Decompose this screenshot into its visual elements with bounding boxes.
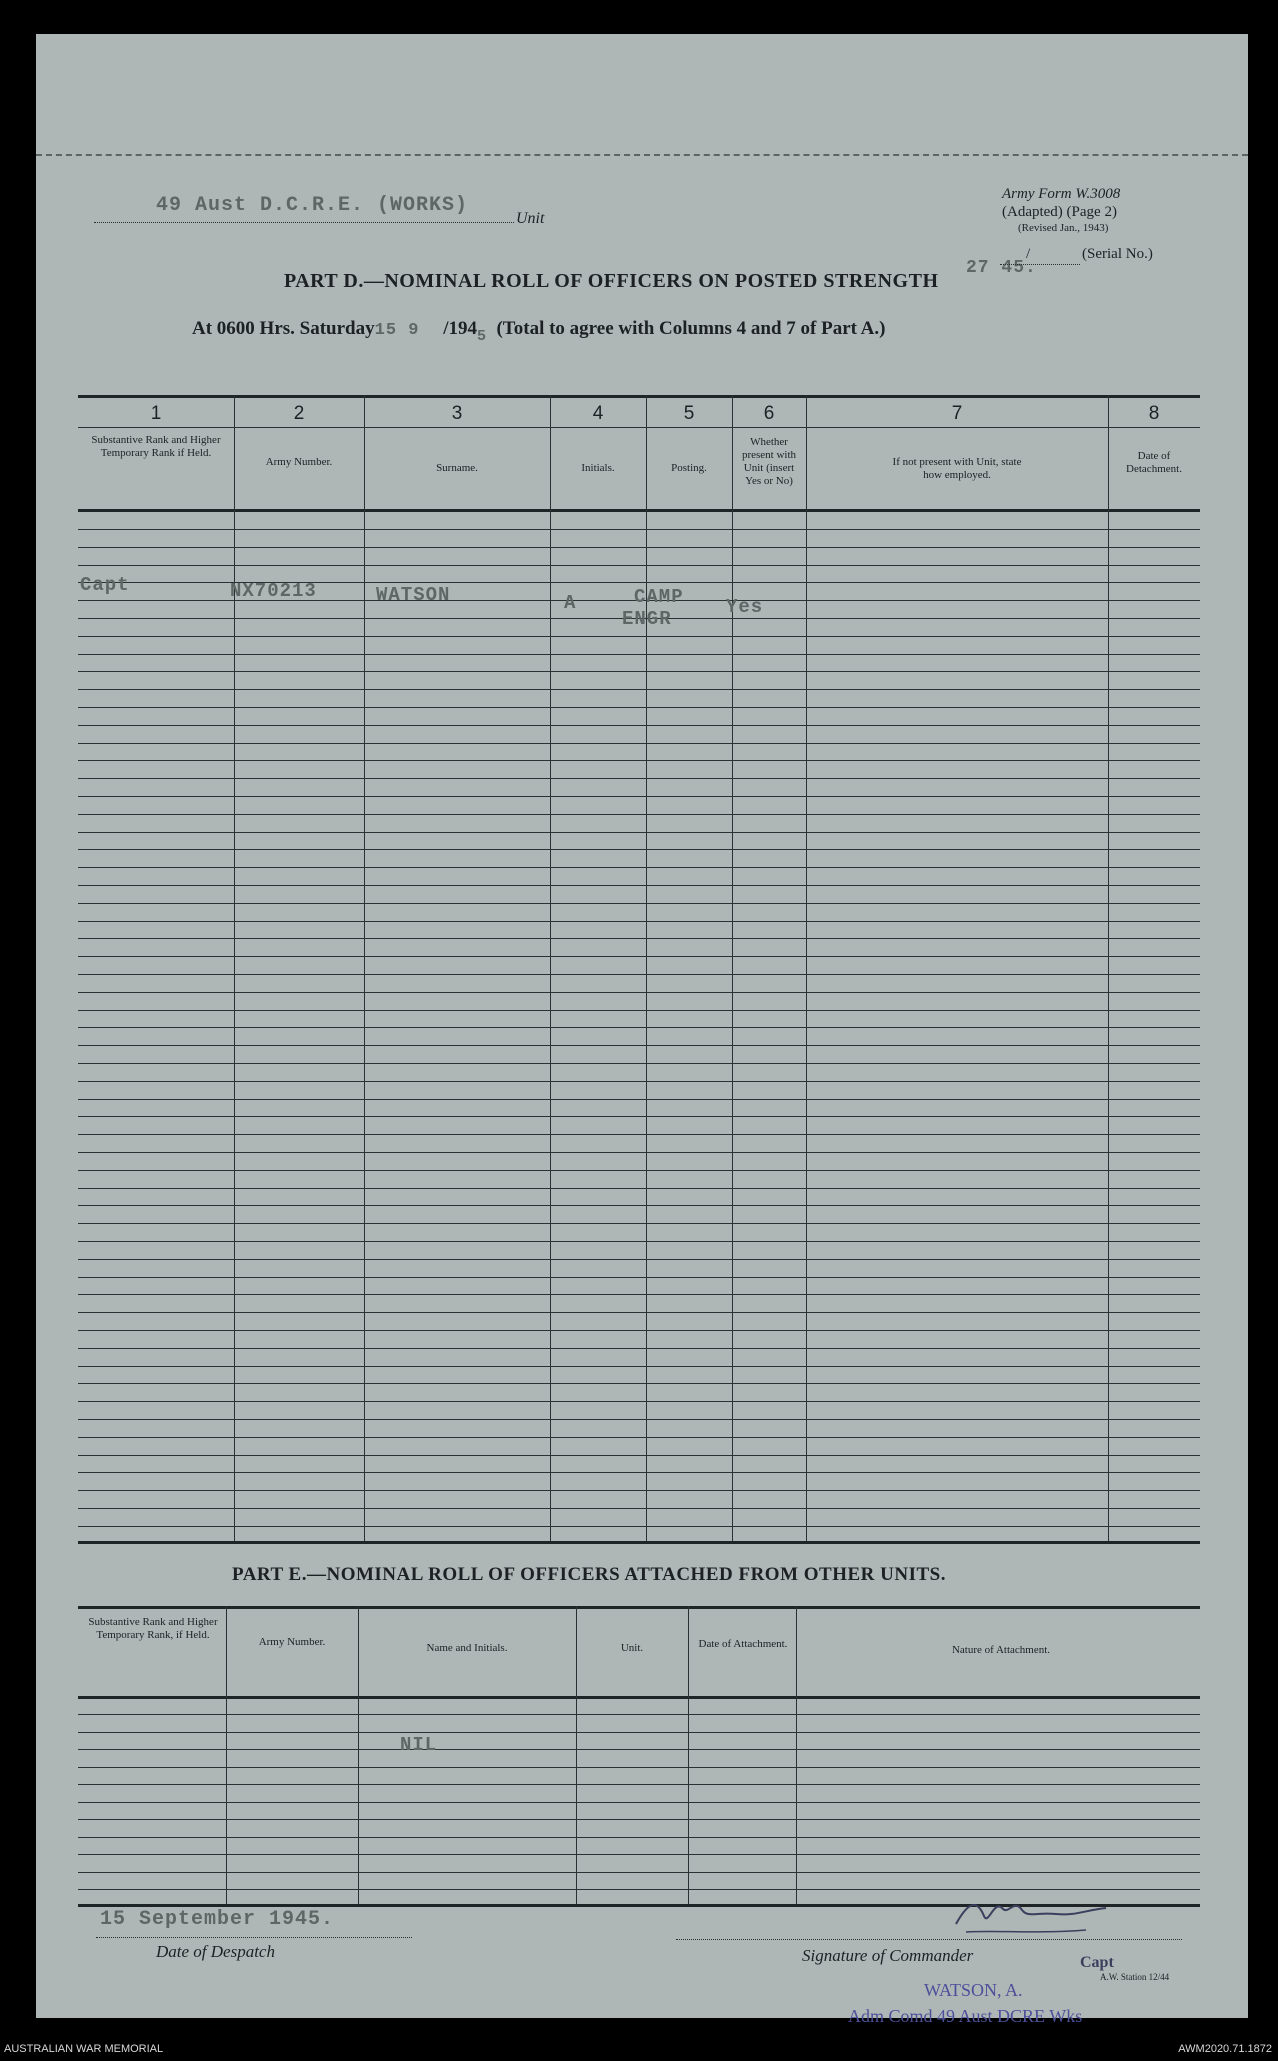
col-divider	[806, 395, 807, 1541]
ruled-line	[78, 992, 1200, 993]
ruled-line	[78, 1294, 1200, 1295]
entry-surname: WATSON	[376, 584, 451, 606]
col-divider	[576, 1606, 577, 1904]
ruled-line	[78, 636, 1200, 637]
ruled-line	[78, 1152, 1200, 1153]
ruled-line	[78, 743, 1200, 744]
ruled-line	[78, 1205, 1200, 1206]
despatch-label: Date of Despatch	[156, 1942, 275, 1961]
col-6-number: 6	[763, 403, 775, 424]
part-d-top-rule	[78, 395, 1200, 398]
col-3-number: 3	[451, 403, 463, 424]
part-e-head-rule	[78, 1696, 1200, 1699]
signature-line	[676, 1939, 1182, 1940]
footer-left: AUSTRALIAN WAR MEMORIAL	[4, 2043, 164, 2055]
ruled-line	[78, 867, 1200, 868]
army-form-number: Army Form W.3008	[1002, 186, 1121, 202]
col-7-header: If not present with Unit, state how employed.	[892, 456, 1022, 481]
ruled-line	[78, 1749, 1200, 1750]
date-typed: 15 9	[374, 321, 420, 340]
stamp-name: WATSON, A.	[924, 1980, 1023, 2000]
footer-right: AWM2020.71.1872	[1178, 2043, 1272, 2055]
col-6-header: Whether present with Unit (insert Yes or No)	[741, 436, 797, 487]
col-divider	[234, 395, 235, 1541]
col-divider	[646, 395, 647, 1541]
col-4-number: 4	[592, 403, 604, 424]
part-e-top-rule	[78, 1606, 1200, 1609]
unit-line	[94, 222, 514, 223]
ruled-line	[78, 921, 1200, 922]
ruled-line	[78, 938, 1200, 939]
e-col-unit-header: Unit.	[620, 1642, 644, 1654]
col-divider	[1108, 395, 1109, 1541]
ruled-line	[78, 1010, 1200, 1011]
subtitle-suffix: (Total to agree with Columns 4 and 7 of Part A.)	[496, 318, 886, 339]
ruled-line	[78, 849, 1200, 850]
ruled-line	[78, 1472, 1200, 1473]
col-8-number: 8	[1148, 403, 1160, 424]
col-divider	[226, 1606, 227, 1904]
col-divider	[550, 395, 551, 1541]
ruled-line	[78, 814, 1200, 815]
ruled-line	[78, 1170, 1200, 1171]
ruled-line	[78, 778, 1200, 779]
ruled-line	[78, 1437, 1200, 1438]
ruled-line	[78, 1116, 1200, 1117]
ruled-line	[78, 689, 1200, 690]
ruled-line	[78, 956, 1200, 957]
ruled-line	[78, 1802, 1200, 1803]
part-e-title: PART E.—NOMINAL ROLL OF OFFICERS ATTACHED FROM OTHER UNITS.	[232, 1564, 946, 1585]
stamp-title: Adm Comd 49 Aust DCRE Wks	[848, 2006, 1083, 2026]
part-e-entry-nil: NIL	[400, 1734, 438, 1756]
ruled-line	[78, 1383, 1200, 1384]
year-typed: 5	[476, 328, 487, 345]
ruled-line	[78, 1837, 1200, 1838]
ruled-line	[78, 796, 1200, 797]
unit-label: Unit	[516, 210, 545, 227]
col-1-number: 1	[150, 403, 162, 424]
ruled-line	[78, 1401, 1200, 1402]
signature-label: Signature of Commander	[802, 1946, 974, 1965]
serial-typed: 27 45.	[966, 258, 1037, 278]
form-revised: (Revised Jan., 1943)	[1018, 222, 1109, 234]
ruled-line	[78, 1099, 1200, 1100]
col-4-header: Initials.	[581, 462, 615, 474]
ruled-line	[78, 565, 1200, 566]
ruled-line	[78, 1063, 1200, 1064]
ruled-line	[78, 1188, 1200, 1189]
ruled-line	[78, 547, 1200, 548]
col-divider	[732, 395, 733, 1541]
year-label: /194	[443, 318, 477, 339]
fold-line	[36, 154, 1248, 156]
entry-present: Yes	[726, 596, 764, 618]
ruled-line	[78, 725, 1200, 726]
e-col-number-header: Army Number.	[258, 1636, 326, 1648]
ruled-line	[78, 1419, 1200, 1420]
ruled-line	[78, 1455, 1200, 1456]
ruled-line	[78, 1045, 1200, 1046]
subtitle-prefix: At 0600 Hrs. Saturday	[192, 318, 375, 339]
ruled-line	[78, 1526, 1200, 1527]
ruled-line	[78, 974, 1200, 975]
form-adapted: (Adapted) (Page 2)	[1002, 204, 1117, 220]
ruled-line	[78, 1854, 1200, 1855]
part-d-subtitle	[192, 318, 885, 345]
ruled-line	[78, 1714, 1200, 1715]
col-5-header: Posting.	[671, 462, 707, 474]
ruled-line	[78, 760, 1200, 761]
ruled-line	[78, 1312, 1200, 1313]
ruled-line	[78, 707, 1200, 708]
part-d-num-rule	[78, 427, 1200, 428]
ruled-line	[78, 1732, 1200, 1733]
ruled-line	[78, 1081, 1200, 1082]
col-2-number: 2	[293, 403, 305, 424]
ruled-line	[78, 1027, 1200, 1028]
ruled-line	[78, 1819, 1200, 1820]
ruled-line	[78, 885, 1200, 886]
col-divider	[358, 1606, 359, 1904]
e-col-date-header: Date of Attachment.	[698, 1638, 788, 1650]
ruled-line	[78, 1277, 1200, 1278]
ruled-line	[78, 671, 1200, 672]
ruled-line	[78, 832, 1200, 833]
e-col-nature-header: Nature of Attachment.	[951, 1644, 1051, 1656]
ruled-line	[78, 1259, 1200, 1260]
col-divider	[364, 395, 365, 1541]
entry-posting-line1: CAMP	[634, 586, 684, 608]
ruled-line	[78, 1767, 1200, 1768]
entry-initials: A	[564, 592, 577, 614]
unit-typed: 49 Aust D.C.R.E. (WORKS)	[156, 194, 469, 217]
ruled-line	[78, 654, 1200, 655]
ruled-line	[78, 1872, 1200, 1873]
col-7-number: 7	[951, 403, 963, 424]
col-divider	[796, 1606, 797, 1904]
serial-mark: /	[1026, 246, 1031, 262]
ruled-line	[78, 1330, 1200, 1331]
e-col-name-header: Name and Initials.	[426, 1642, 508, 1654]
entry-posting-line2: ENGR	[622, 608, 672, 630]
col-2-header: Army Number.	[265, 456, 333, 468]
ruled-line	[78, 1241, 1200, 1242]
serial-label: (Serial No.)	[1082, 246, 1153, 262]
col-8-header: Date of Detachment.	[1126, 450, 1182, 475]
ruled-line	[78, 903, 1200, 904]
col-3-header: Surname.	[436, 462, 478, 474]
part-d-head-rule	[78, 509, 1200, 512]
despatch-line	[96, 1937, 412, 1938]
e-col-rank-header: Substantive Rank and Higher Temporary Rank, if Held.	[88, 1616, 218, 1641]
print-code: A.W. Station 12/44	[1100, 1972, 1170, 1982]
ruled-line	[78, 1508, 1200, 1509]
commander-signature	[936, 1886, 1116, 1946]
ruled-line	[78, 529, 1200, 530]
ruled-line	[78, 1134, 1200, 1135]
col-divider	[688, 1606, 689, 1904]
ruled-line	[78, 1223, 1200, 1224]
col-1-header: Substantive Rank and Higher Temporary Rank if Held.	[91, 434, 221, 459]
col-5-number: 5	[683, 403, 695, 424]
entry-army-number: NX70213	[230, 580, 317, 602]
ruled-line	[78, 1784, 1200, 1785]
entry-rank: Capt	[80, 574, 130, 596]
ruled-line	[78, 1348, 1200, 1349]
ruled-line	[78, 1366, 1200, 1367]
part-d-title: PART D.—NOMINAL ROLL OF OFFICERS ON POSTED STRENGTH	[284, 270, 939, 292]
signature-rank: Capt	[1080, 1954, 1114, 1971]
serial-line	[1000, 264, 1080, 265]
form-sheet	[36, 34, 1248, 2026]
despatch-date-typed: 15 September 1945.	[100, 1908, 335, 1931]
ruled-line	[78, 1490, 1200, 1491]
part-d-bottom-rule	[78, 1541, 1200, 1544]
